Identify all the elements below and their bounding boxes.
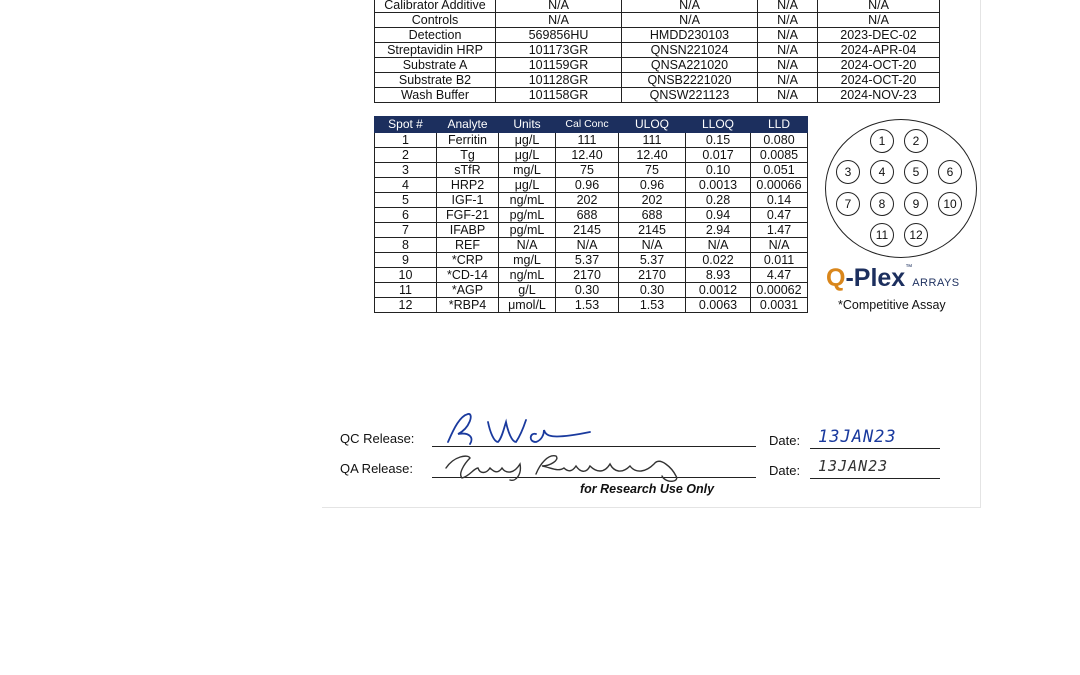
spot-number: 9 — [375, 253, 437, 268]
spot-12: 12 — [904, 223, 928, 247]
header-cal-conc: Cal Conc — [556, 117, 619, 133]
analyte-units: μg/L — [499, 148, 556, 163]
spot-number: 1 — [375, 133, 437, 148]
reagent-lot: 101128GR — [496, 73, 622, 88]
analyte-name: HRP2 — [437, 178, 499, 193]
cal-conc: 12.40 — [556, 148, 619, 163]
qa-release-label: QA Release: — [340, 461, 413, 476]
spot-7: 7 — [836, 192, 860, 216]
uloq: 75 — [619, 163, 686, 178]
reagent-lot: N/A — [496, 13, 622, 28]
cal-conc: N/A — [556, 238, 619, 253]
uloq: 1.53 — [619, 298, 686, 313]
spec-table-row — [375, 283, 808, 298]
analyte-name: *CRP — [437, 253, 499, 268]
cal-conc: 0.96 — [556, 178, 619, 193]
spec-table-header-row — [375, 117, 808, 133]
lld: 0.47 — [751, 208, 808, 223]
lloq: 0.94 — [686, 208, 751, 223]
lot-table-row — [375, 28, 940, 43]
header-lld: LLD — [751, 117, 808, 133]
analyte-name: *CD-14 — [437, 268, 499, 283]
reagent-na: N/A — [758, 0, 818, 13]
cal-conc: 2170 — [556, 268, 619, 283]
cal-conc: 75 — [556, 163, 619, 178]
cal-conc: 2145 — [556, 223, 619, 238]
spot-2: 2 — [904, 129, 928, 153]
qa-signature — [440, 446, 700, 486]
lld: 0.14 — [751, 193, 808, 208]
lot-table-row — [375, 43, 940, 58]
lloq: 2.94 — [686, 223, 751, 238]
lloq: 0.15 — [686, 133, 751, 148]
lld: 1.47 — [751, 223, 808, 238]
reagent-na: N/A — [758, 73, 818, 88]
cal-conc: 5.37 — [556, 253, 619, 268]
analyte-name: *RBP4 — [437, 298, 499, 313]
lld: 0.0085 — [751, 148, 808, 163]
spec-table-row — [375, 163, 808, 178]
spot-number: 8 — [375, 238, 437, 253]
reagent-code: N/A — [622, 13, 758, 28]
reagent-na: N/A — [758, 43, 818, 58]
uloq: N/A — [619, 238, 686, 253]
header-lloq: LLOQ — [686, 117, 751, 133]
lld: 0.011 — [751, 253, 808, 268]
spot-map-diagram — [825, 119, 977, 258]
reagent-code: QNSB2221020 — [622, 73, 758, 88]
reagent-lot: N/A — [496, 0, 622, 13]
analyte-name: REF — [437, 238, 499, 253]
analyte-units: mg/L — [499, 253, 556, 268]
reagent-lot: 101158GR — [496, 88, 622, 103]
spec-table-row — [375, 208, 808, 223]
reagent-lot: 569856HU — [496, 28, 622, 43]
spot-11: 11 — [870, 223, 894, 247]
uloq: 688 — [619, 208, 686, 223]
cal-conc: 1.53 — [556, 298, 619, 313]
lot-table-row — [375, 88, 940, 103]
lot-table-row — [375, 58, 940, 73]
spot-9: 9 — [904, 192, 928, 216]
uloq: 12.40 — [619, 148, 686, 163]
spot-number: 5 — [375, 193, 437, 208]
lot-table-row — [375, 73, 940, 88]
logo-arrays: ARRAYS — [912, 277, 960, 289]
lld: 0.00062 — [751, 283, 808, 298]
analyte-units: pg/mL — [499, 223, 556, 238]
spec-table-row — [375, 253, 808, 268]
qa-date-value: 13JAN23 — [818, 457, 889, 475]
spot-number: 4 — [375, 178, 437, 193]
header-analyte: Analyte — [437, 117, 499, 133]
cal-conc: 688 — [556, 208, 619, 223]
lloq: N/A — [686, 238, 751, 253]
reagent-name: Controls — [375, 13, 496, 28]
reagent-lot: 101159GR — [496, 58, 622, 73]
spot-number: 7 — [375, 223, 437, 238]
spot-4: 4 — [870, 160, 894, 184]
spec-table-row — [375, 193, 808, 208]
lloq: 0.28 — [686, 193, 751, 208]
reagent-name: Substrate A — [375, 58, 496, 73]
analyte-units: μg/L — [499, 178, 556, 193]
analyte-name: IGF-1 — [437, 193, 499, 208]
spec-table-row — [375, 238, 808, 253]
reagent-code: QNSN221024 — [622, 43, 758, 58]
lloq: 0.0013 — [686, 178, 751, 193]
spec-table-row — [375, 133, 808, 148]
spec-table-row — [375, 298, 808, 313]
reagent-code: N/A — [622, 0, 758, 13]
lot-table-row — [375, 13, 940, 28]
logo-q: Q — [826, 264, 846, 292]
analyte-units: ng/mL — [499, 268, 556, 283]
qa-date-line — [810, 478, 940, 479]
analyte-units: μg/L — [499, 133, 556, 148]
spot-5: 5 — [904, 160, 928, 184]
uloq: 202 — [619, 193, 686, 208]
qplex-logo — [826, 264, 960, 292]
qa-date-label: Date: — [769, 463, 801, 478]
spec-table-row — [375, 178, 808, 193]
lld: 0.080 — [751, 133, 808, 148]
reagent-expiry: N/A — [818, 0, 940, 13]
uloq: 0.30 — [619, 283, 686, 298]
reagent-name: Calibrator Additive — [375, 0, 496, 13]
logo-trademark: ™ — [905, 264, 913, 271]
analyte-units: N/A — [499, 238, 556, 253]
analyte-name: Ferritin — [437, 133, 499, 148]
analyte-name: Tg — [437, 148, 499, 163]
spot-6: 6 — [938, 160, 962, 184]
reagent-code: QNSA221020 — [622, 58, 758, 73]
lot-table — [374, 0, 940, 103]
lld: 0.00066 — [751, 178, 808, 193]
analyte-name: IFABP — [437, 223, 499, 238]
reagent-expiry: 2024-OCT-20 — [818, 58, 940, 73]
spot-10: 10 — [938, 192, 962, 216]
analyte-name: sTfR — [437, 163, 499, 178]
reagent-name: Detection — [375, 28, 496, 43]
reagent-na: N/A — [758, 58, 818, 73]
lloq: 0.10 — [686, 163, 751, 178]
spot-number: 3 — [375, 163, 437, 178]
reagent-name: Streptavidin HRP — [375, 43, 496, 58]
reagent-na: N/A — [758, 13, 818, 28]
reagent-code: HMDD230103 — [622, 28, 758, 43]
lloq: 0.022 — [686, 253, 751, 268]
analyte-units: μmol/L — [499, 298, 556, 313]
header-uloq: ULOQ — [619, 117, 686, 133]
qc-release-label: QC Release: — [340, 431, 415, 446]
spec-table-row — [375, 148, 808, 163]
header-spot: Spot # — [375, 117, 437, 133]
analyte-units: pg/mL — [499, 208, 556, 223]
reagent-expiry: N/A — [818, 13, 940, 28]
competitive-assay-footnote: *Competitive Assay — [838, 298, 946, 312]
lot-table-row — [375, 0, 940, 13]
reagent-expiry: 2023-DEC-02 — [818, 28, 940, 43]
cal-conc: 111 — [556, 133, 619, 148]
reagent-expiry: 2024-NOV-23 — [818, 88, 940, 103]
spot-3: 3 — [836, 160, 860, 184]
lloq: 0.017 — [686, 148, 751, 163]
cal-conc: 202 — [556, 193, 619, 208]
qc-date-label: Date: — [769, 433, 801, 448]
qc-date-line — [810, 448, 940, 449]
uloq: 111 — [619, 133, 686, 148]
analyte-name: *AGP — [437, 283, 499, 298]
uloq: 0.96 — [619, 178, 686, 193]
lld: 0.0031 — [751, 298, 808, 313]
spot-number: 12 — [375, 298, 437, 313]
lloq: 8.93 — [686, 268, 751, 283]
analyte-units: g/L — [499, 283, 556, 298]
lloq: 0.0063 — [686, 298, 751, 313]
reagent-na: N/A — [758, 28, 818, 43]
spot-number: 11 — [375, 283, 437, 298]
analyte-units: ng/mL — [499, 193, 556, 208]
analyte-name: FGF-21 — [437, 208, 499, 223]
spot-1: 1 — [870, 129, 894, 153]
uloq: 2145 — [619, 223, 686, 238]
reagent-na: N/A — [758, 88, 818, 103]
spec-table-row — [375, 268, 808, 283]
reagent-lot: 101173GR — [496, 43, 622, 58]
lld: 0.051 — [751, 163, 808, 178]
reagent-expiry: 2024-APR-04 — [818, 43, 940, 58]
spot-number: 6 — [375, 208, 437, 223]
spec-table-row — [375, 223, 808, 238]
lld: 4.47 — [751, 268, 808, 283]
lloq: 0.0012 — [686, 283, 751, 298]
reagent-code: QNSW221123 — [622, 88, 758, 103]
header-units: Units — [499, 117, 556, 133]
lld: N/A — [751, 238, 808, 253]
spot-spec-table — [374, 116, 808, 313]
reagent-name: Substrate B2 — [375, 73, 496, 88]
logo-plex: -Plex — [845, 264, 906, 292]
qc-date-value: 13JAN23 — [818, 427, 897, 447]
spot-number: 2 — [375, 148, 437, 163]
spot-number: 10 — [375, 268, 437, 283]
cal-conc: 0.30 — [556, 283, 619, 298]
uloq: 5.37 — [619, 253, 686, 268]
reagent-expiry: 2024-OCT-20 — [818, 73, 940, 88]
research-use-only-note: for Research Use Only — [580, 482, 715, 496]
analyte-units: mg/L — [499, 163, 556, 178]
spot-8: 8 — [870, 192, 894, 216]
uloq: 2170 — [619, 268, 686, 283]
reagent-name: Wash Buffer — [375, 88, 496, 103]
